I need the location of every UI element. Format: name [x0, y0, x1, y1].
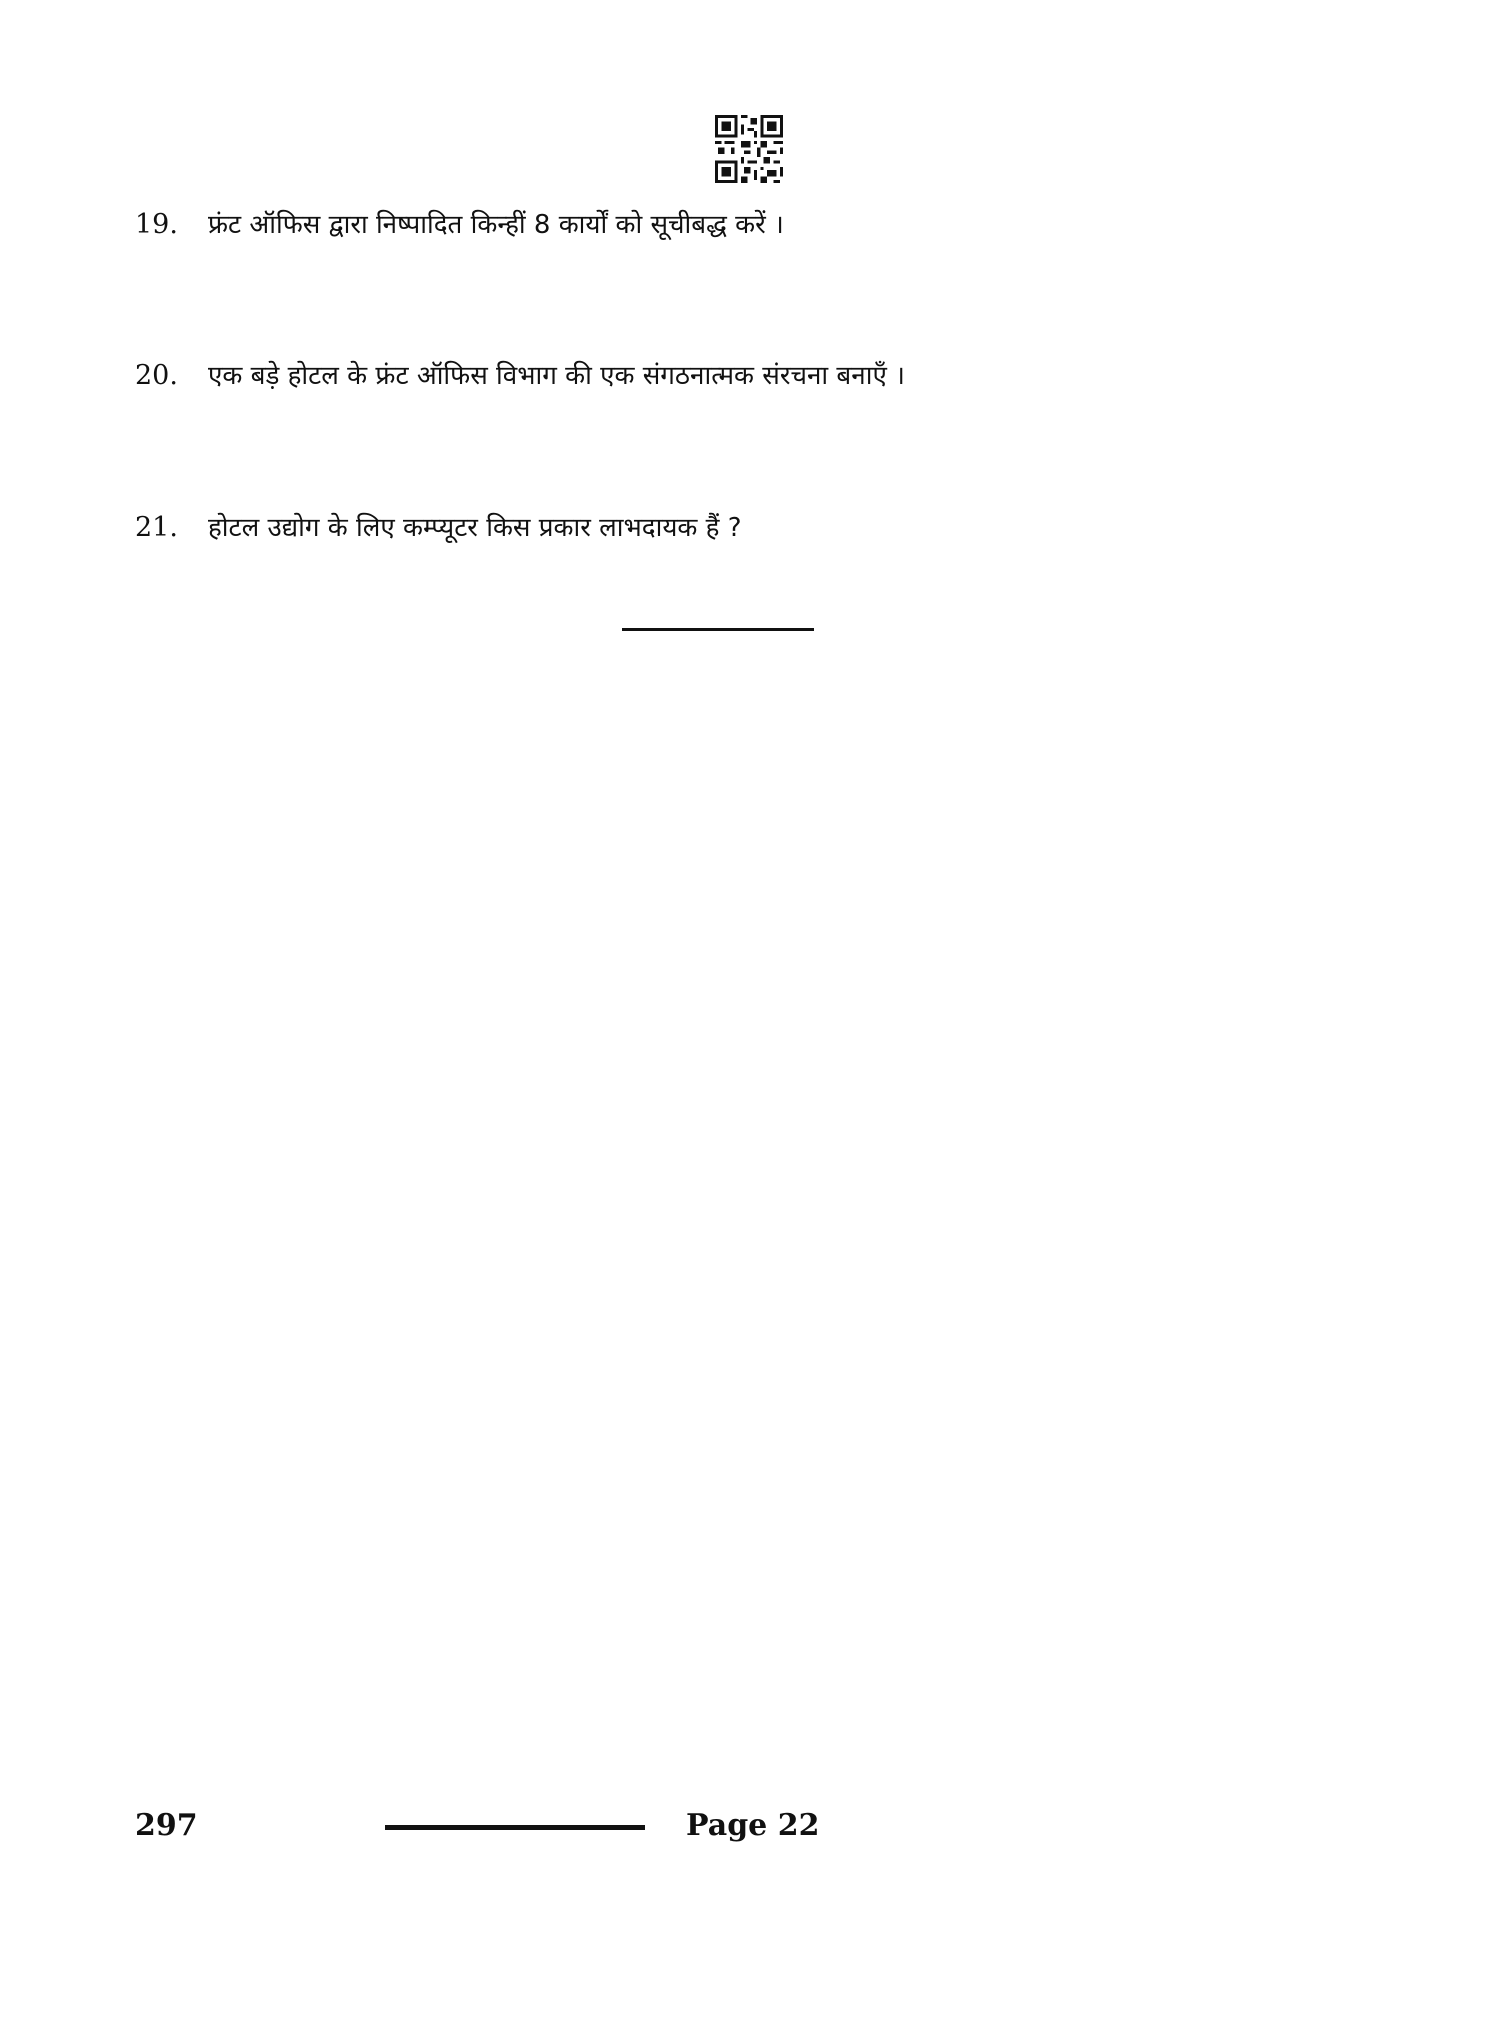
end-of-questions-rule — [622, 628, 814, 631]
question-text: एक बड़े होटल के फ्रंट ऑफिस विभाग की एक संगठनात्मक संरचना बनाएँ । — [208, 361, 905, 391]
question-number: 19. — [135, 209, 178, 240]
question-number: 20. — [135, 360, 178, 391]
page-number: Page 22 — [686, 1808, 820, 1843]
question-number: 21. — [135, 512, 178, 543]
footer-divider — [385, 1825, 645, 1830]
question-21 — [135, 510, 742, 546]
question-20 — [135, 358, 905, 394]
question-text: होटल उद्योग के लिए कम्प्यूटर किस प्रकार लाभदायक हैं ? — [208, 513, 742, 543]
paper-code: 297 — [135, 1808, 198, 1843]
qr-code-icon — [715, 115, 783, 183]
question-text: फ्रंट ऑफिस द्वारा निष्पादित किन्हीं 8 कार्यों को सूचीबद्ध करें । — [208, 210, 784, 240]
question-19 — [135, 207, 784, 243]
